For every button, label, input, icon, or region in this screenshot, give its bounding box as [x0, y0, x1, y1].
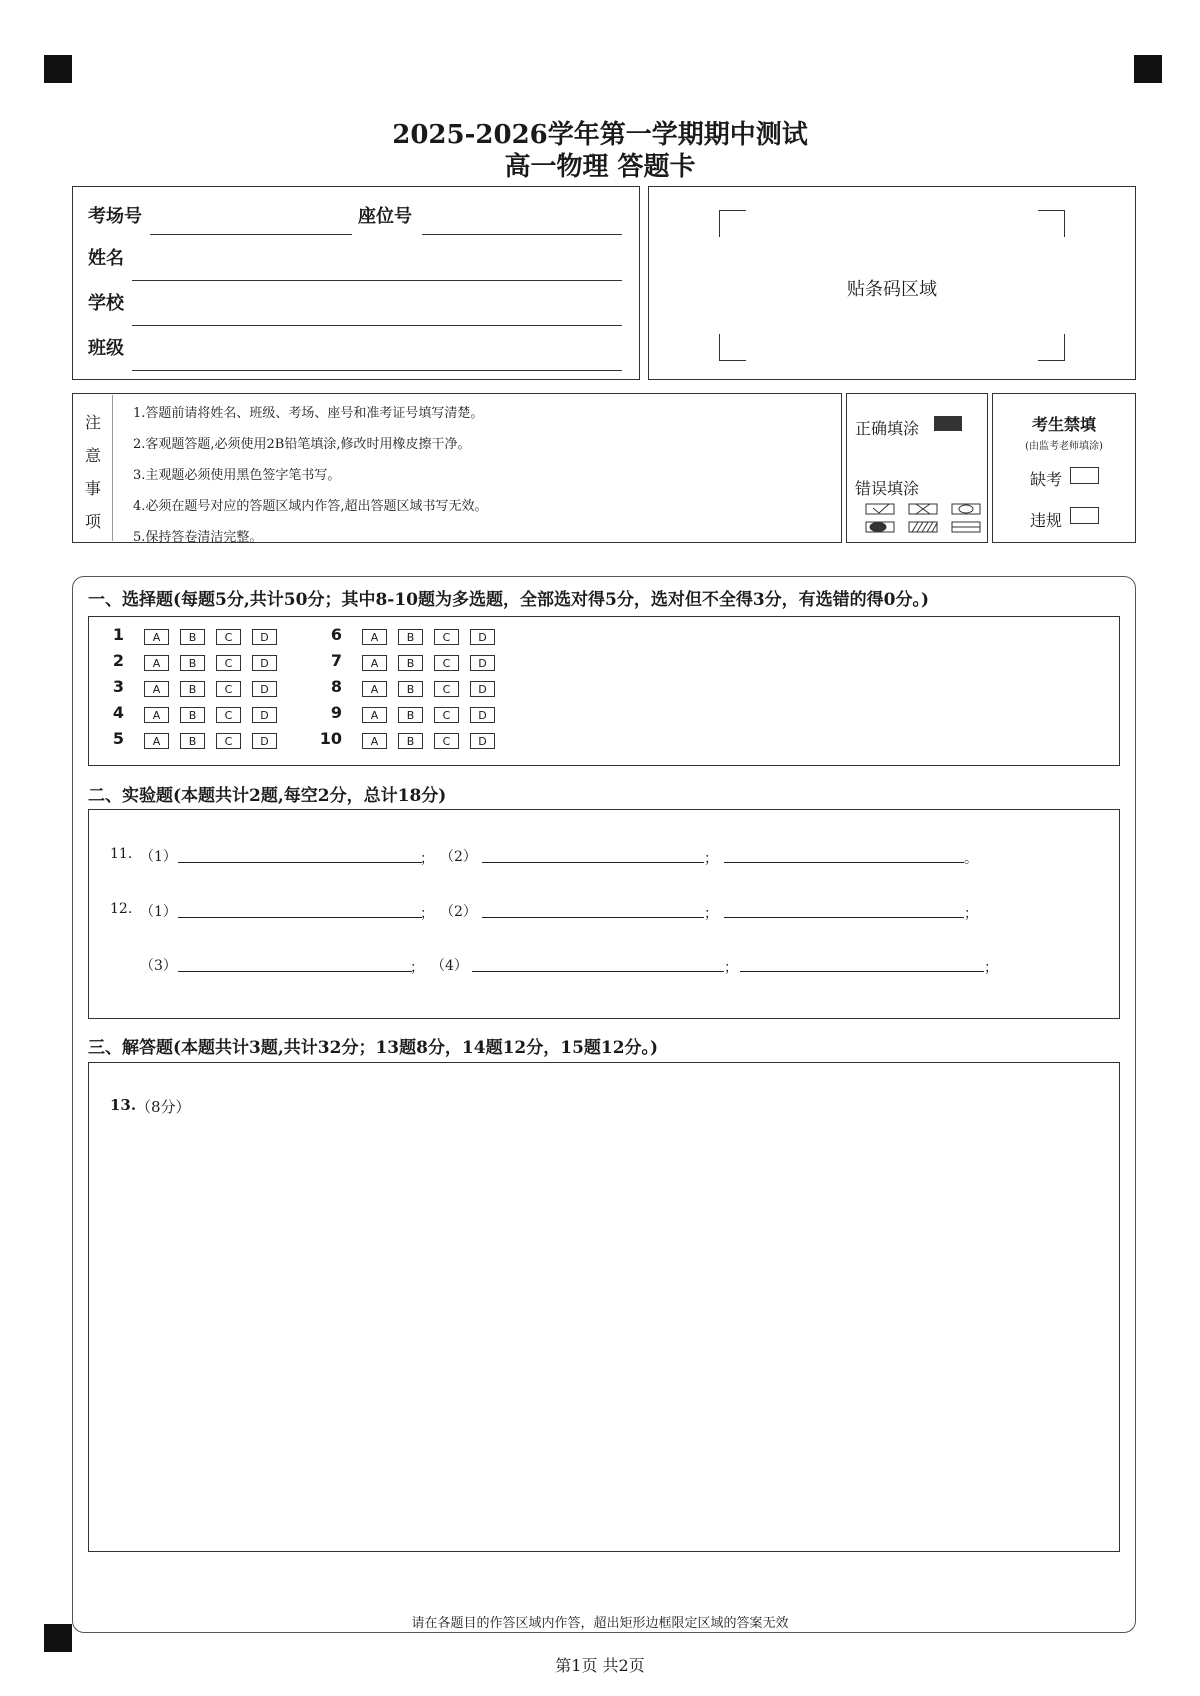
q13-number: 13.: [110, 1096, 137, 1114]
note-item: 3.主观题必须使用黑色签字笔书写。: [133, 468, 341, 483]
choice-area: [88, 616, 1120, 766]
choice-option-bubble[interactable]: A: [144, 733, 169, 749]
note-item: 2.客观题答题,必须使用2B铅笔填涂,修改时用橡皮擦干净。: [133, 437, 471, 452]
q13-points: （8分）: [136, 1098, 191, 1116]
choice-option-bubble[interactable]: B: [180, 681, 205, 697]
choice-option-bubble[interactable]: B: [398, 707, 423, 723]
choice-option-bubble[interactable]: B: [398, 629, 423, 645]
q12-blank4[interactable]: [178, 971, 412, 972]
q12-number: 12.: [110, 901, 133, 917]
notes-heading-char: 项: [85, 512, 102, 531]
choice-option-bubble[interactable]: B: [180, 733, 205, 749]
choice-option-bubble[interactable]: A: [362, 681, 387, 697]
q12-blank1-label: （1）: [140, 904, 177, 920]
choice-option-bubble[interactable]: D: [470, 681, 495, 697]
violation-checkbox[interactable]: [1070, 507, 1099, 524]
q12-sep: ；: [964, 906, 978, 922]
choice-option-bubble[interactable]: A: [362, 629, 387, 645]
choice-option-bubble[interactable]: B: [180, 629, 205, 645]
notes-heading-char: 意: [85, 446, 102, 465]
alignment-marker-top-right: [1134, 55, 1162, 83]
q11-blank1-label: （1）: [140, 849, 177, 865]
q12-blank5-label: （4）: [431, 958, 468, 974]
choice-option-bubble[interactable]: B: [180, 655, 205, 671]
choice-option-bubble[interactable]: D: [252, 629, 277, 645]
choice-option-bubble[interactable]: D: [252, 733, 277, 749]
choice-question-number: 3: [112, 677, 124, 696]
choice-option-bubble[interactable]: A: [144, 655, 169, 671]
school-label: 学校: [88, 293, 124, 314]
q11-number: 11.: [110, 846, 133, 862]
correct-fill-label: 正确填涂: [855, 419, 920, 438]
choice-question-number: 6: [330, 625, 342, 644]
choice-option-bubble[interactable]: D: [470, 629, 495, 645]
q12-blank5[interactable]: [472, 971, 724, 972]
name-field[interactable]: [132, 280, 622, 281]
choice-question-number: 8: [330, 677, 342, 696]
exam-room-field[interactable]: [150, 234, 352, 235]
q12-blank1[interactable]: [178, 917, 422, 918]
wrong-fill-label: 错误填涂: [855, 479, 920, 498]
choice-question-number: 9: [330, 703, 342, 722]
q11-blank3[interactable]: [724, 862, 964, 863]
choice-question-number: 1: [112, 625, 124, 644]
barcode-corner-br: [1038, 334, 1065, 361]
exam-room-label: 考场号: [88, 206, 142, 227]
choice-option-bubble[interactable]: A: [362, 655, 387, 671]
choice-option-bubble[interactable]: C: [434, 681, 459, 697]
choice-option-bubble[interactable]: D: [252, 681, 277, 697]
footer-warning: 请在各题目的作答区域内作答，超出矩形边框限定区域的答案无效: [411, 1616, 789, 1631]
choice-option-bubble[interactable]: B: [398, 655, 423, 671]
choice-option-bubble[interactable]: C: [434, 655, 459, 671]
notes-heading-char: 事: [85, 479, 102, 498]
class-field[interactable]: [132, 370, 622, 371]
choice-option-bubble[interactable]: C: [216, 681, 241, 697]
choice-option-bubble[interactable]: C: [434, 629, 459, 645]
barcode-label: 贴条码区域: [847, 279, 937, 300]
choice-option-bubble[interactable]: A: [362, 707, 387, 723]
choice-question-number: 7: [330, 651, 342, 670]
choice-option-bubble[interactable]: C: [434, 733, 459, 749]
choice-option-bubble[interactable]: B: [398, 681, 423, 697]
choice-option-bubble[interactable]: C: [434, 707, 459, 723]
note-item: 5.保持答卷清洁完整。: [133, 530, 263, 545]
choice-option-bubble[interactable]: C: [216, 707, 241, 723]
q12-sep: ；: [984, 960, 998, 976]
choice-option-bubble[interactable]: A: [144, 681, 169, 697]
note-item: 4.必须在题号对应的答题区域内作答,超出答题区域书写无效。: [133, 499, 488, 514]
choice-option-bubble[interactable]: D: [252, 707, 277, 723]
alignment-marker-top-left: [44, 55, 72, 83]
q12-sep: ；: [724, 960, 738, 976]
q12-sep: ；: [410, 960, 424, 976]
title-line-2: 高一物理 答题卡: [504, 152, 696, 182]
school-field[interactable]: [132, 325, 622, 326]
choice-option-bubble[interactable]: C: [216, 629, 241, 645]
q12-blank3[interactable]: [724, 917, 964, 918]
q11-sep2: ；: [704, 851, 718, 867]
q12-blank2-label: （2）: [440, 904, 477, 920]
notes-heading-char: 注: [85, 413, 102, 432]
note-item: 1.答题前请将姓名、班级、考场、座号和准考证号填写清楚。: [133, 406, 484, 421]
barcode-corner-tr: [1038, 210, 1065, 237]
choice-option-bubble[interactable]: A: [362, 733, 387, 749]
title-line-1: 2025-2026学年第一学期期中测试: [392, 120, 808, 150]
class-label: 班级: [88, 338, 124, 359]
page-number: 第1页 共2页: [555, 1656, 645, 1675]
student-info-box: [72, 186, 640, 380]
choice-option-bubble[interactable]: D: [252, 655, 277, 671]
section2-title: 二、实验题(本题共计2题,每空2分，总计18分): [88, 786, 447, 806]
q12-blank6[interactable]: [740, 971, 984, 972]
choice-question-number: 2: [112, 651, 124, 670]
choice-option-bubble[interactable]: B: [180, 707, 205, 723]
choice-option-bubble[interactable]: B: [398, 733, 423, 749]
proctor-title: 考生禁填: [1031, 415, 1096, 434]
choice-option-bubble[interactable]: A: [144, 629, 169, 645]
q11-blank2-label: （2）: [440, 849, 477, 865]
choice-option-bubble[interactable]: C: [216, 733, 241, 749]
choice-option-bubble[interactable]: D: [470, 707, 495, 723]
q12-sep: ；: [704, 906, 718, 922]
choice-option-bubble[interactable]: C: [216, 655, 241, 671]
choice-option-bubble[interactable]: D: [470, 655, 495, 671]
name-label: 姓名: [88, 248, 124, 269]
section3-title: 三、解答题(本题共计3题,共计32分；13题8分，14题12分，15题12分。): [88, 1038, 659, 1058]
seat-label: 座位号: [358, 206, 412, 227]
q11-blank2[interactable]: [482, 862, 704, 863]
absent-label: 缺考: [1030, 470, 1063, 489]
barcode-corner-tl: [719, 210, 746, 237]
choice-option-bubble[interactable]: D: [470, 733, 495, 749]
proctor-subtitle: (由监考老师填涂): [1025, 441, 1103, 452]
choice-question-number: 5: [112, 729, 124, 748]
barcode-corner-bl: [719, 334, 746, 361]
choice-question-number: 4: [112, 703, 124, 722]
q11-sep1: ；: [420, 851, 434, 867]
section1-title: 一、选择题(每题5分,共计50分；其中8-10题为多选题，全部选对得5分，选对但不全得3分，有选错的得0分。): [88, 590, 930, 610]
wrong-fill-samples: [864, 502, 984, 536]
q13-answer-area[interactable]: [88, 1062, 1120, 1552]
q12-blank4-label: （3）: [140, 958, 177, 974]
q12-sep: ；: [420, 906, 434, 922]
absent-checkbox[interactable]: [1070, 467, 1099, 484]
q12-blank2[interactable]: [482, 917, 704, 918]
seat-field[interactable]: [422, 234, 622, 235]
choice-option-bubble[interactable]: A: [144, 707, 169, 723]
q11-blank1[interactable]: [178, 862, 422, 863]
correct-fill-sample: [934, 416, 962, 431]
violation-label: 违规: [1030, 511, 1063, 530]
q11-end: 。: [964, 851, 978, 867]
choice-question-number: 10: [319, 729, 342, 748]
